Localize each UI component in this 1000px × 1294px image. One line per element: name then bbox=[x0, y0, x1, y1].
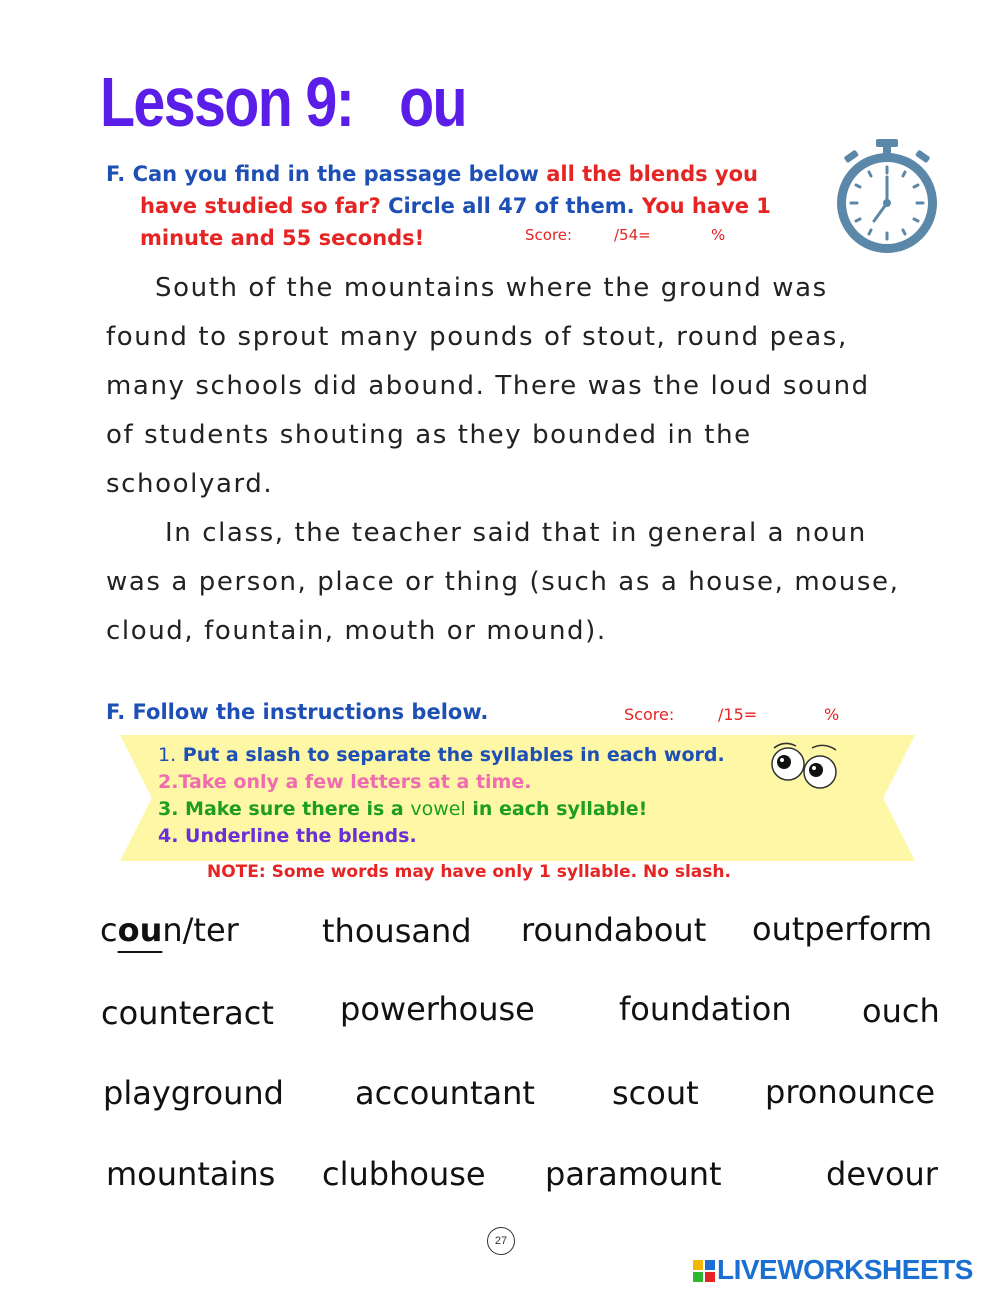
page-number: 27 bbox=[487, 1227, 515, 1255]
googly-eyes-icon bbox=[768, 738, 844, 794]
liveworksheets-logo-icon bbox=[693, 1260, 715, 1282]
word-item[interactable]: powerhouse bbox=[340, 990, 535, 1028]
passage-line: was a person, place or thing (such as a house, mouse, bbox=[106, 567, 900, 597]
score-total-2: /15= bbox=[718, 705, 758, 724]
word-item[interactable]: devour bbox=[826, 1155, 938, 1193]
word-item[interactable]: mountains bbox=[106, 1155, 276, 1193]
section1-line1 bbox=[106, 158, 758, 190]
score-percent-1: % bbox=[711, 226, 726, 244]
word-item[interactable]: ouch bbox=[862, 992, 940, 1030]
word-item[interactable]: outperform bbox=[752, 910, 933, 948]
passage-line: schoolyard. bbox=[106, 469, 274, 499]
passage-line: many schools did abound. There was the loud sound bbox=[106, 371, 870, 401]
step-2: 2.Take only a few letters at a time. bbox=[158, 771, 532, 793]
passage-line: of students shouting as they bounded in the bbox=[106, 420, 752, 450]
step-3 bbox=[158, 796, 647, 822]
step-1-text: Put a slash to separate the syllables in each word. bbox=[182, 744, 725, 766]
lesson-label: Lesson 9: bbox=[100, 63, 354, 141]
score-label-2: Score: bbox=[624, 705, 675, 724]
word-item[interactable]: paramount bbox=[545, 1155, 722, 1193]
word-item[interactable]: thousand bbox=[322, 912, 472, 950]
section1-line2 bbox=[140, 190, 771, 222]
word-example bbox=[100, 910, 239, 950]
word-item[interactable]: playground bbox=[103, 1074, 284, 1112]
step-4: 4. Underline the blends. bbox=[158, 825, 417, 847]
brand-name: LIVEWORKSHEETS bbox=[717, 1254, 973, 1285]
passage-line: cloud, fountain, mouth or mound). bbox=[106, 616, 607, 646]
word-item[interactable]: clubhouse bbox=[322, 1155, 486, 1193]
word-item[interactable]: roundabout bbox=[521, 911, 707, 949]
word-item[interactable]: counteract bbox=[101, 994, 274, 1032]
section2-heading: F. Follow the instructions below. bbox=[106, 700, 489, 724]
section1-line2-blue: Circle all 47 of them. bbox=[388, 194, 635, 218]
section1-line2-red: have studied so far? bbox=[140, 194, 389, 218]
section1-line3: minute and 55 seconds! bbox=[140, 226, 425, 250]
word-item[interactable]: scout bbox=[612, 1074, 699, 1112]
section1-line1-red: all the blends you bbox=[546, 162, 758, 186]
step-3-a: 3. Make sure there is a bbox=[158, 798, 411, 820]
lesson-sound: ou bbox=[399, 63, 466, 141]
brand-logo[interactable] bbox=[693, 1254, 973, 1286]
word-example-a: c bbox=[100, 911, 118, 949]
word-example-c: n/ter bbox=[162, 911, 239, 949]
word-example-blend: ou bbox=[117, 911, 163, 949]
note-text: NOTE: Some words may have only 1 syllable. No slash. bbox=[207, 862, 731, 882]
score-label-1: Score: bbox=[525, 226, 573, 244]
section1-label: F. bbox=[106, 162, 126, 186]
passage-line: South of the mountains where the ground was bbox=[155, 273, 828, 303]
passage-line: found to sprout many pounds of stout, round peas, bbox=[106, 322, 848, 352]
word-item[interactable]: accountant bbox=[355, 1074, 535, 1112]
section1-line2-red-end: You have 1 bbox=[634, 194, 771, 218]
step-3-c: in each syllable! bbox=[465, 798, 648, 820]
score-total-1: /54= bbox=[614, 226, 651, 244]
step-3-vowel: vowel bbox=[410, 798, 466, 820]
score-percent-2: % bbox=[824, 705, 840, 724]
step-1 bbox=[158, 742, 725, 768]
page-title bbox=[100, 62, 466, 142]
step-1-number: 1. bbox=[158, 744, 177, 766]
passage-line: In class, the teacher said that in general a noun bbox=[165, 518, 867, 548]
section1-line1-blue: Can you find in the passage below bbox=[132, 162, 547, 186]
stopwatch-icon bbox=[832, 137, 942, 257]
word-item[interactable]: foundation bbox=[619, 990, 792, 1028]
word-item[interactable]: pronounce bbox=[765, 1073, 936, 1111]
